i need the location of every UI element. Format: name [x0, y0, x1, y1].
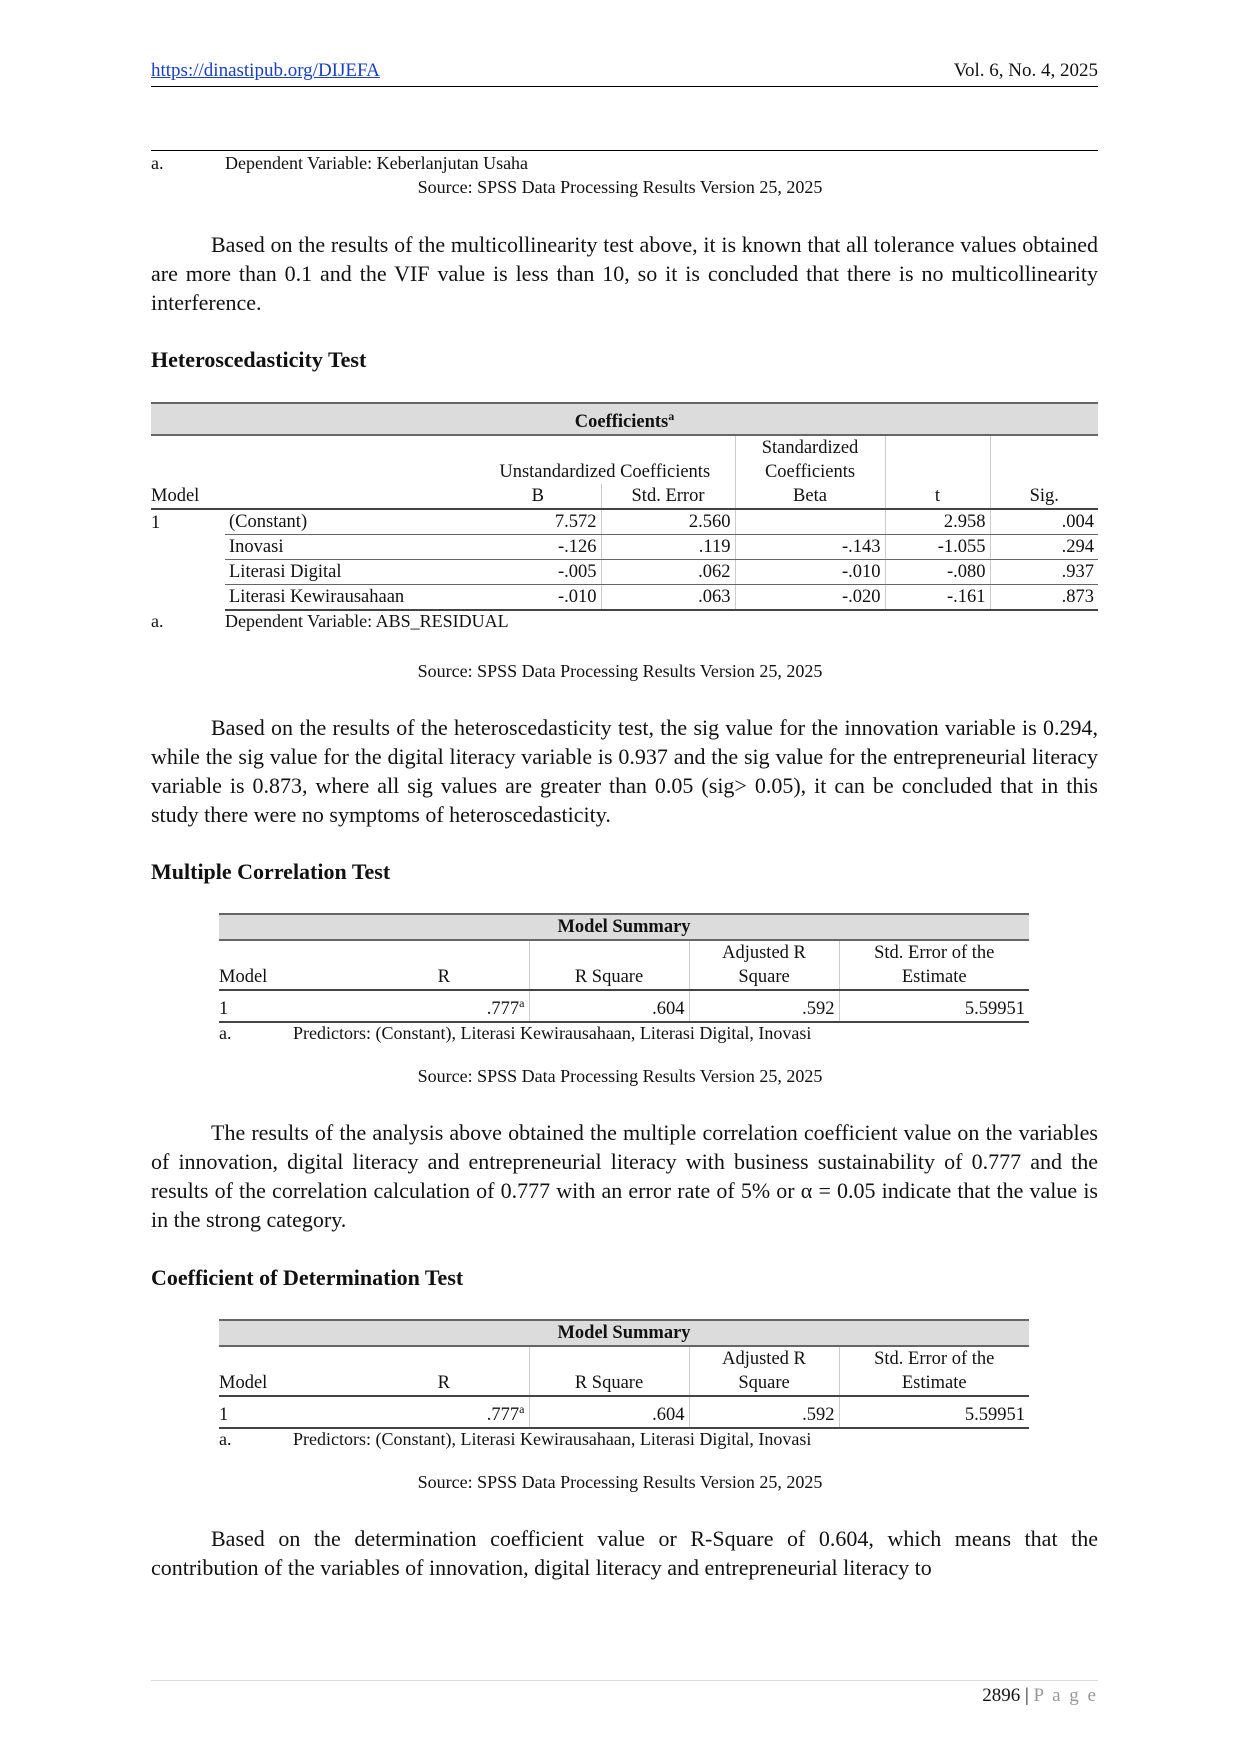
running-header — [151, 58, 1098, 87]
footer-rule — [151, 1680, 1098, 1681]
paragraph-heteroscedasticity: Based on the results of the heteroscedasticity test, the sig value for the innovation variable is 0.294, while the sig value for the digital literacy variable is 0.937 and the sig value for the entrepreneurial literacy variable is 0.873, where all sig values are greater than 0.05 (sig> 0.05), it can be concluded that in this study there were no symptoms of heteroscedasticity. — [151, 715, 1098, 827]
model-summary-note: a. Predictors: (Constant), Literasi Kewirausahaan, Literasi Digital, Inovasi — [219, 1023, 812, 1044]
paragraph-multicollinearity: Based on the results of the multicollinearity test above, it is known that all tolerance values obtained are more than 0.1 and the VIF value is less than 10, so it is concluded that there is no multicollinearity interference. — [151, 232, 1098, 315]
model-summary-table: Model Summary Adjusted R Std. Error of the Model R R Square Square Estimate 1 .777$^a$ .604 .592 5.59951 — [219, 1319, 1029, 1429]
heading-heteroscedasticity: Heteroscedasticity Test — [151, 347, 367, 372]
coefficients-note: a. Dependent Variable: ABS_RESIDUAL — [151, 611, 509, 632]
page-footer: 2896 | P a g e — [982, 1685, 1098, 1706]
volume-label: Vol. 6, No. 4, 2025 — [953, 60, 1098, 81]
table-row: 1 .777$^a$ .604 .592 5.59951 — [219, 1396, 1029, 1428]
table-row: Literasi Digital -.005 .062 -.010 -.080 .937 — [151, 560, 1098, 585]
page-number: 2896 — [982, 1685, 1021, 1706]
unstd-header: Unstandardized Coefficients — [499, 462, 711, 483]
source-caption: Source: SPSS Data Processing Results Version 25, 2025 — [417, 661, 823, 681]
model-summary-table: Model Summary Adjusted R Std. Error of the Model R R Square Square Estimate 1 .777$^a$ .604 .592 5.59951 — [219, 913, 1029, 1023]
paragraph-determination: Based on the determination coefficient value or R-Square of 0.604, which means that the contribution of the variables of innovation, digital literacy and entrepreneurial literacy to — [151, 1526, 1098, 1580]
source-caption: Source: SPSS Data Processing Results Version 25, 2025 — [417, 1472, 823, 1492]
model-summary-table-wrap — [219, 913, 1029, 1047]
table-row: Literasi Kewirausahaan -.010 .063 -.020 -.161 .873 — [151, 585, 1098, 611]
model-header: Model — [151, 484, 475, 509]
paragraph-multiple-correlation: The results of the analysis above obtained the multiple correlation coefficient value on the variables of innovation, digital literacy and entrepreneurial literacy with business sustainability of 0.777 and the results of the correlation calculation of 0.777 with an error rate of 5% or α = 0.05 indicate that the value is in the strong category. — [151, 1120, 1098, 1232]
coefficients-table-wrap — [151, 402, 1098, 635]
journal-url-link[interactable]: https://dinastipub.org/DIJEFA — [151, 60, 380, 81]
top-table-note: a. Dependent Variable: Keberlanjutan Usaha — [151, 153, 529, 173]
source-caption: Source: SPSS Data Processing Results Version 25, 2025 — [417, 177, 823, 197]
table-row: 1 (Constant) 7.572 2.560 2.958 .004 — [151, 509, 1098, 535]
table-bottom-rule — [151, 150, 1098, 151]
heading-determination: Coefficient of Determination Test — [151, 1265, 464, 1290]
table-row: 1 .777$^a$ .604 .592 5.59951 — [219, 990, 1029, 1022]
model-summary-note: a. Predictors: (Constant), Literasi Kewirausahaan, Literasi Digital, Inovasi — [219, 1429, 812, 1450]
coefficients-table: Coefficients$^a$ Standardized Unstandardized Coefficients Coefficients Model B Std. Error Beta t Sig. 1 (Constant) 7.572 2.560 2.958 .004 Inovasi -.126 .119 -.143 -1.055 .294 Literasi Digital -.005 .062 -.010 -.080 .937 Literasi Kewirausahaan -.010 .063 -.020 -.161 .873 — [151, 402, 1098, 611]
coefficients-title: Coefficients$^a$ — [151, 403, 1098, 435]
table-row: Inovasi -.126 .119 -.143 -1.055 .294 — [151, 535, 1098, 560]
model-summary-table-wrap-2 — [219, 1319, 1029, 1453]
source-caption: Source: SPSS Data Processing Results Version 25, 2025 — [417, 1066, 823, 1086]
heading-multiple-correlation: Multiple Correlation Test — [151, 859, 391, 884]
